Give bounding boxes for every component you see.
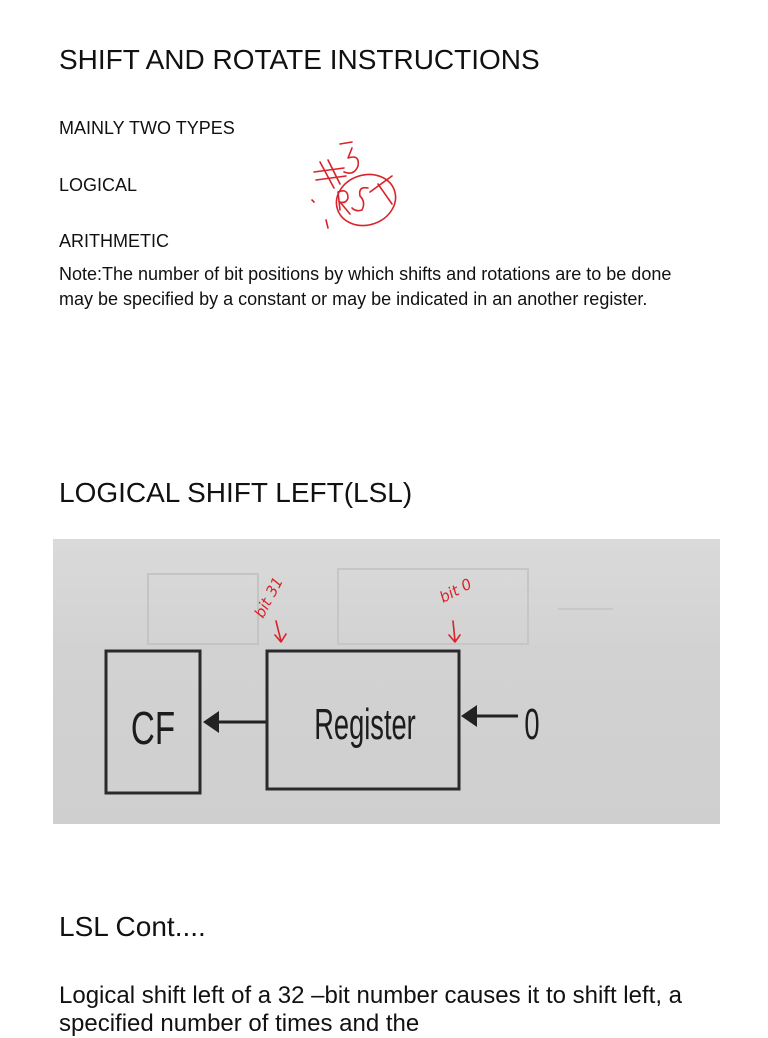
types-heading: MAINLY TWO TYPES [59, 118, 235, 138]
handwritten-bit31: bit 31 [250, 574, 287, 621]
lsl-diagram [53, 539, 720, 824]
handwritten-bit0: bit 0 [436, 574, 475, 607]
cf-label: CF [130, 703, 176, 755]
lsl-title: LOGICAL SHIFT LEFT(LSL) [59, 477, 413, 508]
slide-title: SHIFT AND ROTATE INSTRUCTIONS [59, 44, 540, 75]
input-zero-label: 0 [524, 699, 540, 749]
type-arithmetic: ARITHMETIC [59, 231, 169, 251]
register-label: Register [314, 699, 416, 749]
lsl-cont-title: LSL Cont.... [59, 911, 206, 942]
note-text: Note:The number of bit positions by which shifts and rotations are to be done may be specified by a constant or may be indicated in an another register. [59, 264, 672, 309]
lsl-cont-body: Logical shift left of a 32 –bit number causes it to shift left, a specified number of times and the [59, 982, 683, 1037]
handwritten-annotation [300, 140, 410, 235]
type-logical: LOGICAL [59, 175, 138, 195]
